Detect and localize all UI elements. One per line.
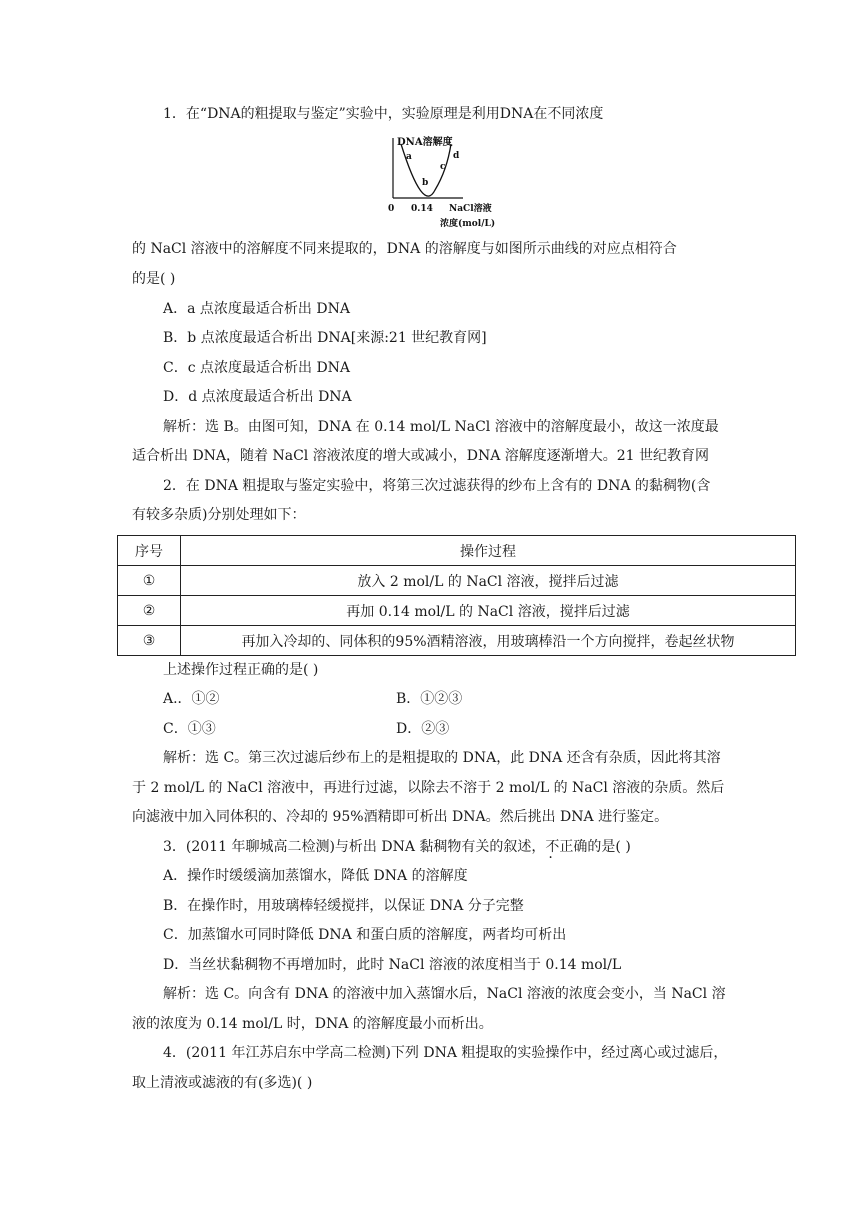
q4-stem-line-2: 取上清液或滤液的有(多选)( ) <box>132 1075 313 1091</box>
q2-analysis-line-2: 于 2 mol/L 的 NaCl 溶液中，再进行过滤，以除去不溶于 2 mol/L 的 NaCl 溶液的杂质。然后 <box>132 780 725 796</box>
q3-analysis-line-1: 解析：选 C。向含有 DNA 的溶液中加入蒸馏水后，NaCl 溶液的浓度会变小，当 NaCl 溶 <box>163 986 726 1002</box>
q2-analysis-line-1: 解析：选 C。第三次过滤后纱布上的是粗提取的 DNA，此 DNA 还含有杂质，因此将其溶 <box>163 750 721 766</box>
table-cell: ② <box>118 596 181 626</box>
x-axis-label-1: NaCl溶液 <box>449 204 492 214</box>
q2-option-a: A.．①② <box>163 691 220 707</box>
table-row <box>118 566 796 596</box>
q3-stem-pre: 3．(2011 年聊城高二检测)与析出 DNA 黏稠物有关的叙述， <box>163 839 546 855</box>
table-cell: 再加 0.14 mol/L 的 NaCl 溶液，搅拌后过滤 <box>181 596 796 626</box>
q3-option-c: C．加蒸馏水可同时降低 DNA 和蛋白质的溶解度，两者均可析出 <box>163 927 567 943</box>
q1-stem-line-3: 的是( ) <box>132 271 176 287</box>
point-d-label: d <box>453 151 460 161</box>
x-axis-label-2: 浓度(mol/L) <box>440 219 496 229</box>
q2-option-b: B．①②③ <box>396 691 463 707</box>
point-c-label: c <box>440 162 446 172</box>
operation-table <box>117 535 796 656</box>
table-header-cell: 操作过程 <box>181 536 796 566</box>
q1-stem-line-2: 的 NaCl 溶液中的溶解度不同来提取的，DNA 的溶解度与如图所示曲线的对应点相符合 <box>132 241 677 257</box>
table-cell: 再加入冷却的、同体积的95%酒精溶液，用玻璃棒沿一个方向搅拌，卷起丝状物 <box>181 626 796 656</box>
table-header-cell: 序号 <box>118 536 181 566</box>
y-axis-label: DNA溶解度 <box>397 137 453 148</box>
solubility-graph <box>385 130 515 230</box>
q2-option-c: C．①③ <box>163 721 216 737</box>
table-cell: ① <box>118 566 181 596</box>
q3-stem <box>163 837 631 857</box>
q4-stem-line-1: 4．(2011 年江苏启东中学高二检测)下列 DNA 粗提取的实验操作中，经过离心或过滤后， <box>163 1045 728 1061</box>
point-a-label: a <box>406 152 412 162</box>
q1-analysis-line-1: 解析：选 B。由图可知，DNA 在 0.14 mol/L NaCl 溶液中的溶解度最小，故这一浓度最 <box>163 419 719 435</box>
q1-option-b: B．b 点浓度最适合析出 DNA[来源:21 世纪教育网] <box>163 330 487 346</box>
q1-option-c: C．c 点浓度最适合析出 DNA <box>163 360 351 376</box>
q1-option-d: D．d 点浓度最适合析出 DNA <box>163 389 352 405</box>
table-row <box>118 596 796 626</box>
q2-analysis-line-3: 向滤液中加入同体积的、冷却的 95%酒精即可析出 DNA。然后挑出 DNA 进行鉴定。 <box>132 809 669 825</box>
q2-option-d: D．②③ <box>396 721 450 737</box>
q3-option-a: A．操作时缓缓滴加蒸馏水，降低 DNA 的溶解度 <box>163 868 468 884</box>
q3-option-b: B．在操作时，用玻璃棒轻缓搅拌，以保证 DNA 分子完整 <box>163 898 524 914</box>
q3-option-d: D．当丝状黏稠物不再增加时，此时 NaCl 溶液的浓度相当于 0.14 mol/L <box>163 957 622 973</box>
q3-analysis-line-2: 液的浓度为 0.14 mol/L 时，DNA 的溶解度最小而析出。 <box>132 1016 493 1032</box>
table-header-row <box>118 536 796 566</box>
table-row <box>118 626 796 656</box>
table-cell: 放入 2 mol/L 的 NaCl 溶液，搅拌后过滤 <box>181 566 796 596</box>
x-tick-label: 0.14 <box>411 204 433 214</box>
q3-stem-emphasis: 不 <box>545 839 560 855</box>
origin-label: 0 <box>388 204 395 214</box>
point-b-label: b <box>422 178 429 188</box>
q3-stem-post: 正确的是( ) <box>559 839 631 855</box>
q1-analysis-line-2: 适合析出 DNA，随着 NaCl 溶液浓度的增大或减小，DNA 溶解度逐渐增大。21 世纪教育网 <box>132 448 710 464</box>
q2-question: 上述操作过程正确的是( ) <box>163 662 319 678</box>
q2-stem-line-1: 2．在 DNA 粗提取与鉴定实验中，将第三次过滤获得的纱布上含有的 DNA 的黏稠物(含 <box>163 478 711 494</box>
table-cell: ③ <box>118 626 181 656</box>
q1-stem-line-1: 1．在“DNA的粗提取与鉴定”实验中，实验原理是利用DNA在不同浓度 <box>163 106 604 122</box>
q1-option-a: A．a 点浓度最适合析出 DNA <box>163 301 350 317</box>
q2-stem-line-2: 有较多杂质)分别处理如下： <box>132 507 306 523</box>
